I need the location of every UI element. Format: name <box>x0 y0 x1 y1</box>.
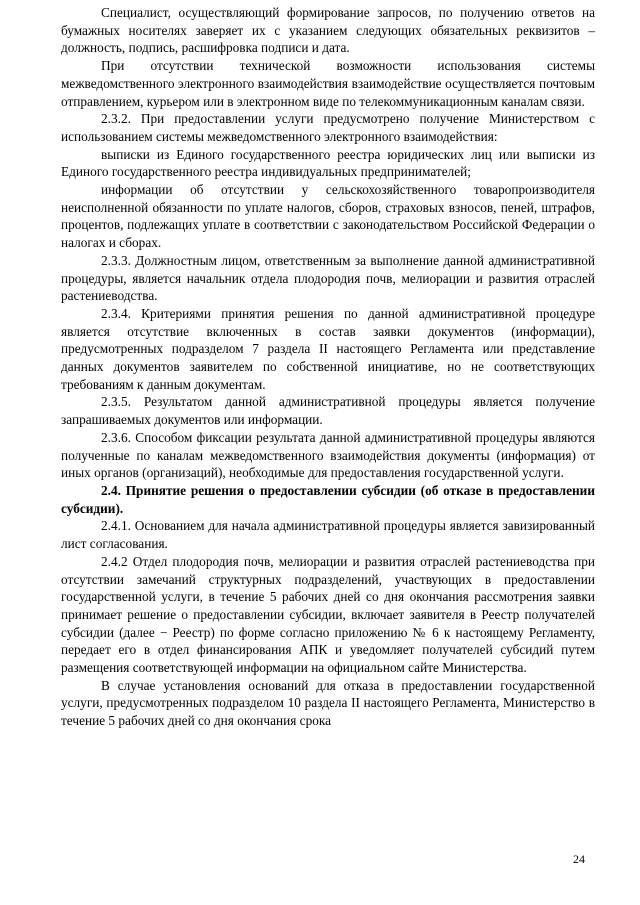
paragraph-certification: Специалист, осуществляющий формирование запросов, по получению ответов на бумажных носителях заверяет их с указанием следующих обязательных реквизитов – должность, подпись, расшифровка подписи и дата. <box>61 5 595 56</box>
paragraph-2-3-6: 2.3.6. Способом фиксации результата данной административной процедуры являются полученные по каналам межведомственного взаимодействия документы (информация) от иных органов (организаций), необходимые для предоставления государственной услуги. <box>61 429 595 481</box>
paragraph-refusal-case: В случае установления оснований для отказа в предоставлении государственной услуги, предусмотренных подразделом 10 раздела II настоящего Регламента, Министерство в течение 5 рабочих дней со дня окончания срока <box>61 677 595 729</box>
paragraph-2-3-4: 2.3.4. Критериями принятия решения по данной административной процедуре является отсутствие включенных в состав заявки документов (информации), предусмотренных подразделом 7 раздела II настоящего Регламента или представление данных документов заявителем по собственной инициативе, но не соответствующих требованиям к данным документам. <box>61 305 595 392</box>
paragraph-2-3-3: 2.3.3. Должностным лицом, ответственным за выполнение данной административной процедуры, является начальник отдела плодородия почв, мелиорации и развития отраслей растениеводства. <box>61 252 595 304</box>
page-number: 24 <box>573 852 585 866</box>
paragraph-egrul-extract: выписки из Единого государственного реестра юридических лиц или выписки из Единого государственного реестра индивидуальных предпринимателей; <box>61 146 595 180</box>
section-heading-2-4: 2.4. Принятие решения о предоставлении субсидии (об отказе в предоставлении субсидии). <box>61 482 595 516</box>
paragraph-tax-information: информации об отсутствии у сельскохозяйственного товаропроизводителя неисполненной обязанности по уплате налогов, сборов, страховых взносов, пеней, штрафов, процентов, подлежащих уплате в соответствии с законодательством Российской Федерации о налогах и сборах. <box>61 182 595 251</box>
document-body <box>61 4 595 730</box>
paragraph-2-3-5: 2.3.5. Результатом данной административной процедуры является получение запрашиваемых документов или информации. <box>61 394 595 428</box>
paragraph-2-4-1: 2.4.1. Основанием для начала административной процедуры является завизированный лист согласования. <box>61 518 595 552</box>
paragraph-2-3-2: 2.3.2. При предоставлении услуги предусмотрено получение Министерством с использованием системы межведомственного электронного взаимодействия: <box>61 111 595 144</box>
paragraph-2-4-2: 2.4.2 Отдел плодородия почв, мелиорации и развития отраслей растениеводства при отсутствии замечаний структурных подразделений, участвующих в предоставлении государственной услуги, в течение 5 рабочих дней со дня окончания рассмотрения заявки принимает решение о предоставлении субсидии, включает заявителя в Реестр получателей субсидии (далее − Реестр) по форме согласно приложению № 6 к настоящему Регламенту, передает его в отдел финансирования АПК и уведомляет получателей субсидий путем размещения соответствующей информации на официальном сайте Министерства. <box>61 553 595 676</box>
paragraph-no-technical-capability: При отсутствии технической возможности использования системы межведомственного электронного взаимодействия взаимодействие осуществляется почтовым отправлением, курьером или в электронном виде по телекоммуникационным каналам связи. <box>61 58 595 109</box>
